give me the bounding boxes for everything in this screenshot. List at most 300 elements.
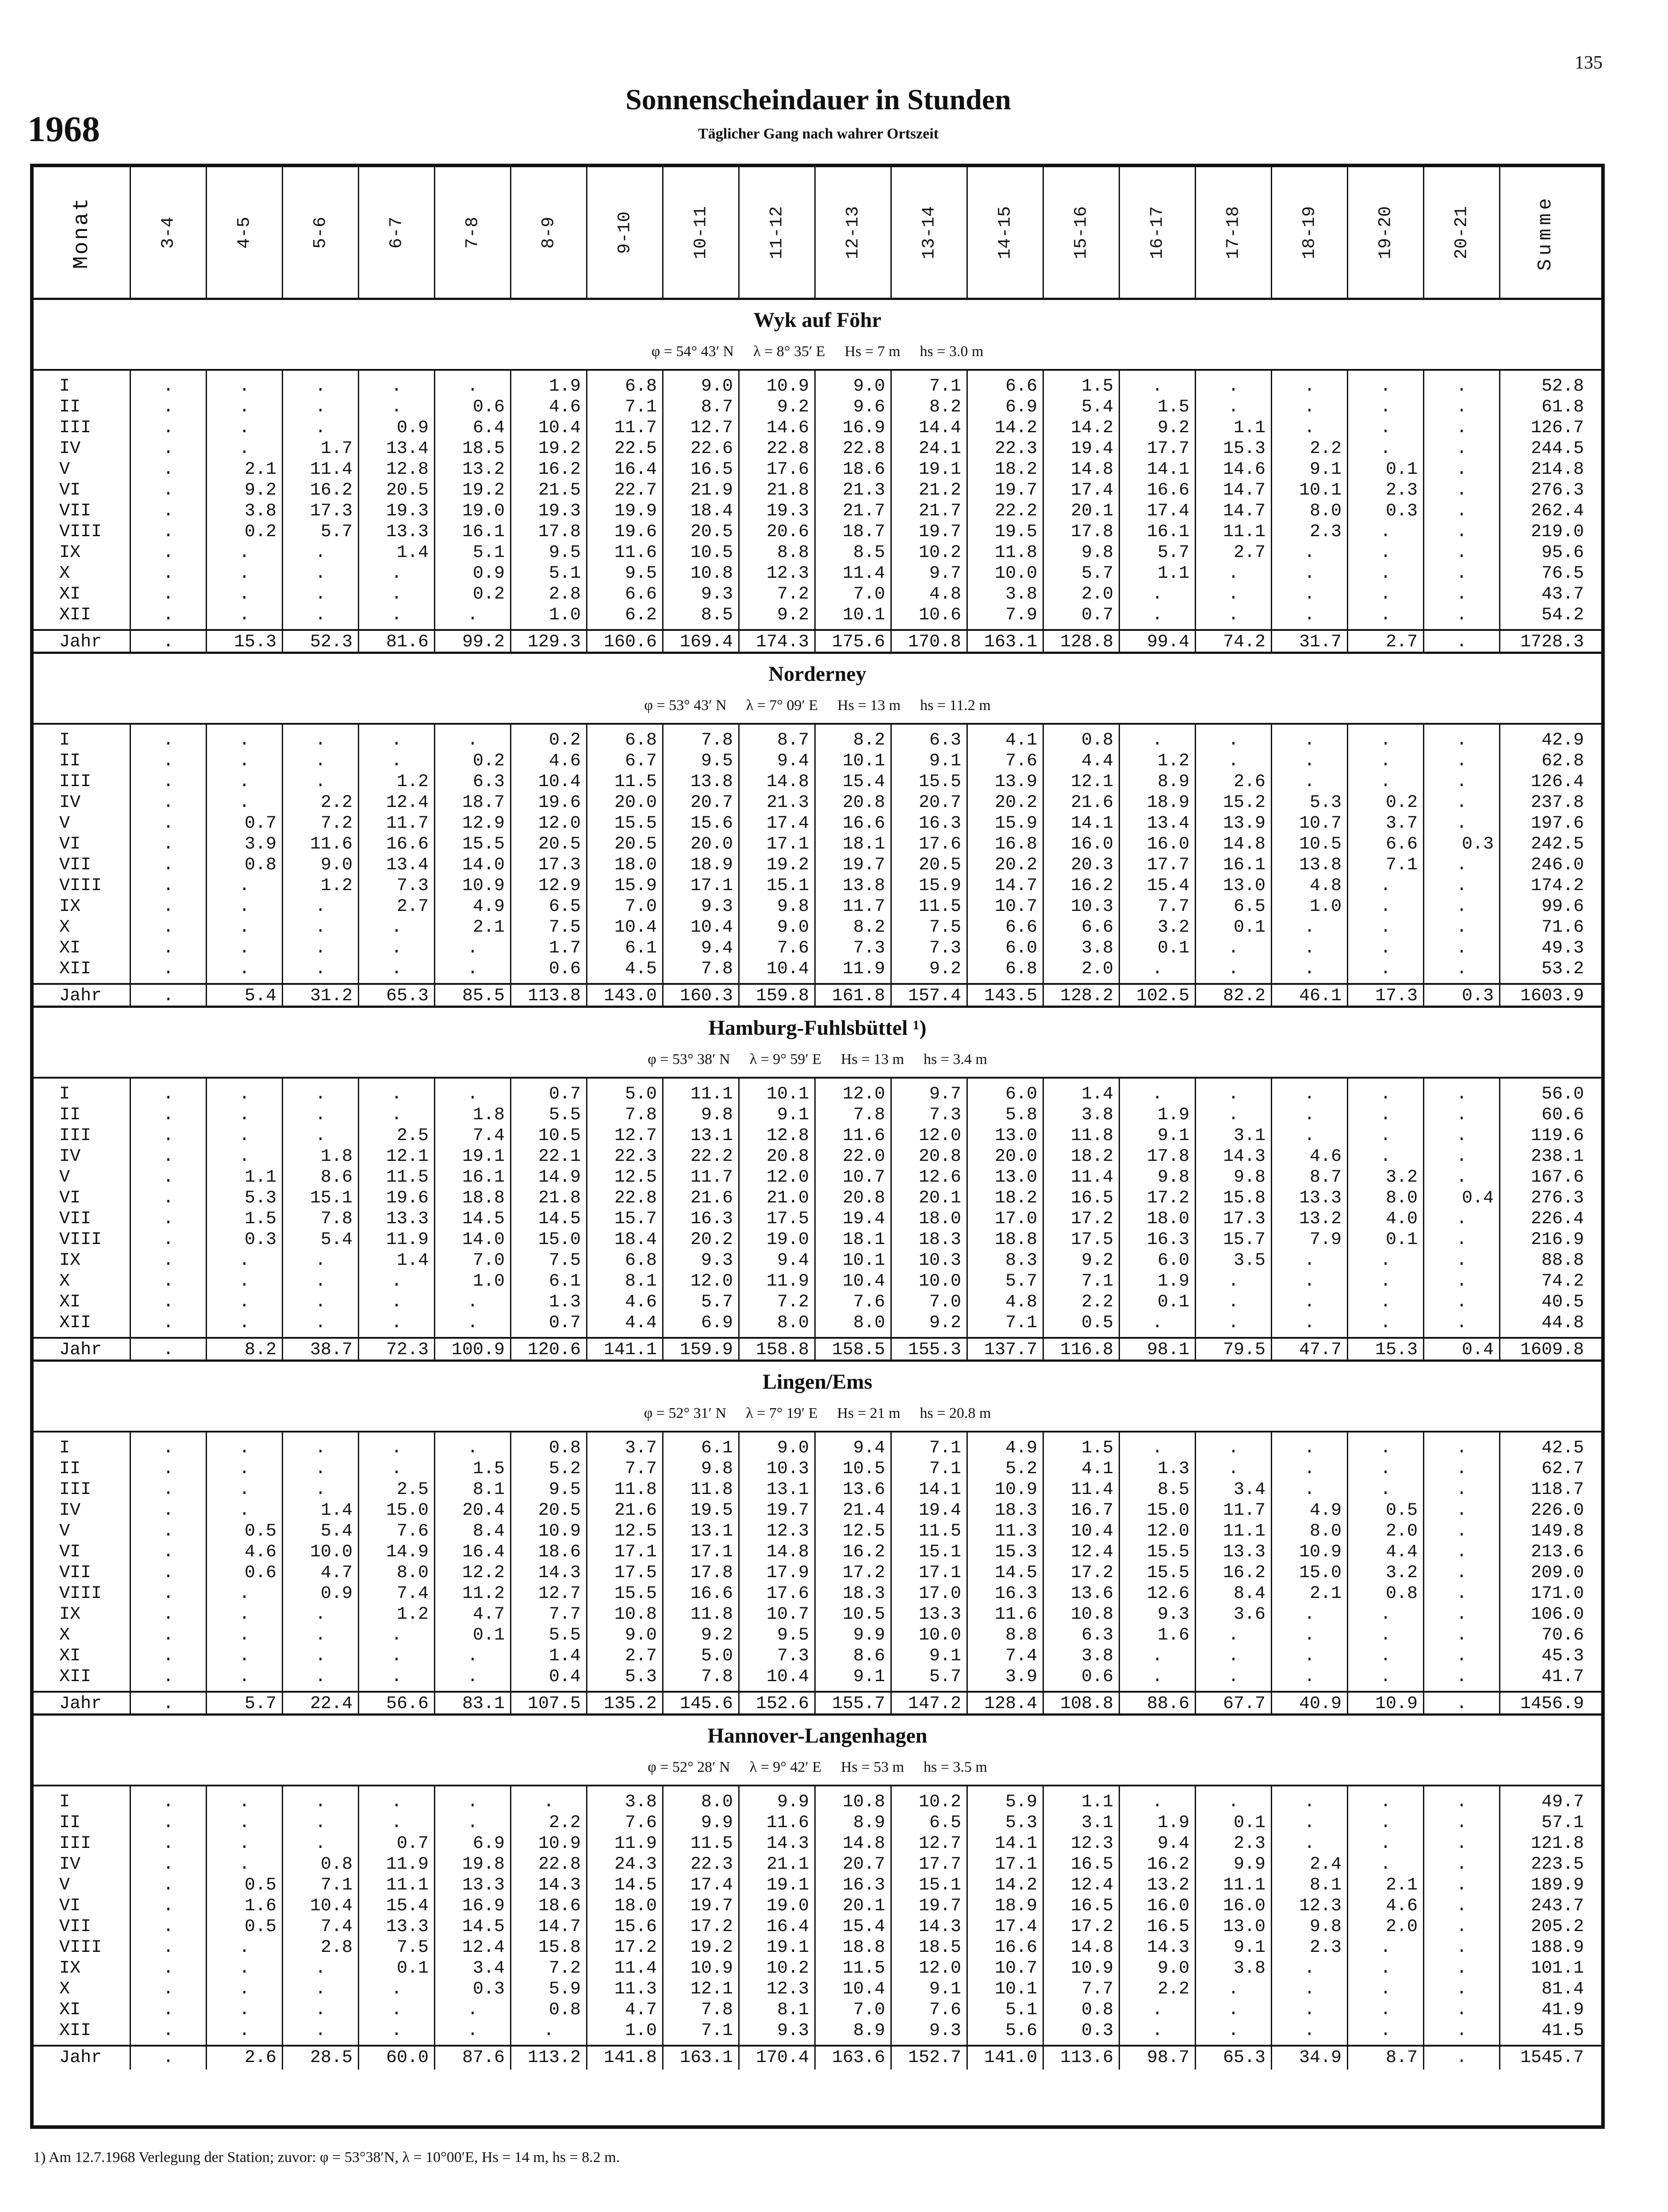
hour-cell: 22.0 [842, 1147, 885, 1167]
hour-cell: 11.7 [690, 1167, 733, 1187]
hour-cell: 7.9 [1005, 605, 1037, 625]
hour-cell: . [163, 564, 174, 584]
month-label: III [59, 772, 92, 792]
hour-cell: . [315, 2021, 326, 2041]
hour-cell: . [1456, 918, 1467, 937]
hour-cell: 9.3 [777, 2021, 809, 2041]
hour-cell: 11.7 [386, 814, 429, 833]
hour-cell: 12.3 [1299, 1896, 1342, 1916]
hour-cell: . [315, 2000, 326, 2020]
station-lambda: λ = 7° 09′ E [746, 697, 818, 714]
hour-cell: 22.1 [538, 1147, 581, 1167]
hour-cell: 19.0 [462, 501, 505, 521]
sum-cell: 216.9 [1530, 1230, 1584, 1250]
sum-cell: 43.7 [1541, 584, 1584, 604]
hour-cell: 10.9 [462, 876, 505, 896]
sum-cell: 56.0 [1541, 1084, 1584, 1104]
hour-cell: . [467, 1292, 478, 1312]
hour-cell: 7.8 [320, 1209, 353, 1229]
hour-cell: 3.9 [244, 834, 276, 854]
sum-cell: 276.3 [1530, 480, 1584, 500]
hour-cell: 7.8 [701, 959, 733, 979]
hour-cell: 6.1 [548, 1271, 581, 1291]
hour-cell: 98.1 [1147, 1340, 1189, 1360]
hour-cell: 28.5 [310, 2048, 353, 2068]
month-label: IX [59, 543, 81, 563]
hour-cell: 10.4 [538, 418, 581, 438]
hour-cell: 2.1 [472, 918, 505, 937]
hour-cell: 18.1 [842, 834, 885, 854]
hour-cell: . [1456, 1126, 1467, 1146]
hour-cell: . [1380, 418, 1391, 438]
hour-cell: 161.8 [832, 986, 885, 1006]
hour-cell: 8.0 [853, 1313, 885, 1333]
month-label: V [59, 460, 70, 480]
hour-cell: 21.5 [538, 480, 581, 500]
hour-cell: . [163, 1855, 174, 1874]
column-header-label: Monat [69, 196, 94, 269]
sum-cell: 49.7 [1541, 1792, 1584, 1812]
hour-cell: 160.6 [603, 632, 657, 652]
sum-cell: 95.6 [1541, 543, 1584, 563]
hour-cell: 2.7 [625, 1646, 657, 1666]
hour-cell: 0.4 [548, 1667, 581, 1687]
hour-cell: . [1304, 751, 1315, 771]
sum-cell: 41.9 [1541, 2000, 1584, 2020]
hour-cell: . [1456, 1959, 1467, 1978]
hour-cell: . [1456, 564, 1467, 584]
hour-cell: 13.2 [462, 460, 505, 480]
hour-cell: 18.8 [842, 1938, 885, 1958]
hour-cell: . [1152, 1646, 1163, 1666]
hour-cell: 20.1 [1070, 501, 1113, 521]
hour-cell: 19.3 [538, 501, 581, 521]
month-label: V [59, 814, 70, 833]
hour-cell: . [391, 1084, 402, 1104]
sum-cell: 174.2 [1530, 876, 1584, 896]
hour-cell: 20.5 [614, 834, 657, 854]
hour-cell: 15.1 [918, 1542, 961, 1562]
month-label: VII [59, 1917, 92, 1937]
hour-cell: 83.1 [462, 1694, 505, 1714]
table-row [34, 1625, 1601, 1646]
hour-cell: 7.2 [320, 814, 353, 833]
hour-cell: . [315, 897, 326, 917]
hour-cell: 11.1 [1223, 522, 1265, 542]
hour-cell: 7.7 [625, 1459, 657, 1479]
sum-cell: 76.5 [1541, 564, 1584, 584]
hour-cell: . [239, 1105, 250, 1125]
hour-cell: . [163, 584, 174, 604]
hour-cell: 21.6 [1070, 793, 1113, 813]
hour-cell: . [163, 897, 174, 917]
month-label: IX [59, 1251, 81, 1271]
hour-cell: . [467, 1646, 478, 1666]
hour-cell: 14.2 [1070, 418, 1113, 438]
hour-cell: . [1456, 1938, 1467, 1958]
hour-cell: 8.6 [853, 1646, 885, 1666]
hour-cell: . [163, 2000, 174, 2020]
hour-cell: 15.8 [538, 1938, 581, 1958]
hour-cell: 9.3 [929, 2021, 961, 2041]
table-row [34, 1667, 1601, 1687]
hour-cell: . [1456, 1646, 1467, 1666]
hour-cell: 10.5 [1299, 834, 1342, 854]
hour-cell: 9.3 [701, 1251, 733, 1271]
table-row [34, 1937, 1601, 1958]
hour-cell: . [1380, 1105, 1391, 1125]
hour-cell: 1.4 [396, 1251, 429, 1271]
column-header [1424, 167, 1500, 298]
hour-cell: 21.6 [614, 1501, 657, 1521]
month-label: XII [59, 605, 92, 625]
hour-cell: 60.0 [386, 2048, 429, 2068]
hour-cell: . [1228, 1625, 1239, 1645]
station-name: Hannover-Langenhagen [707, 1724, 928, 1747]
hour-cell: . [239, 1271, 250, 1291]
hour-cell: 1.4 [548, 1646, 581, 1666]
hour-cell: 5.2 [548, 1459, 581, 1479]
month-label: III [59, 1126, 92, 1146]
sum-cell: 209.0 [1530, 1563, 1584, 1583]
hour-cell: 14.4 [918, 418, 961, 438]
hour-cell: 8.1 [472, 1480, 505, 1500]
month-label: I [59, 1792, 70, 1812]
station-hs: Hs = 13 m [837, 697, 901, 714]
hour-cell: . [467, 959, 478, 979]
hour-cell: . [239, 1813, 250, 1833]
hour-cell: 14.5 [462, 1917, 505, 1937]
hour-cell: 65.3 [386, 986, 429, 1006]
hour-cell: . [1456, 1813, 1467, 1833]
hour-cell: 0.4 [1461, 1188, 1494, 1208]
hour-cell: . [467, 1813, 478, 1833]
hour-cell: . [239, 1251, 250, 1271]
hour-cell: 12.0 [1147, 1521, 1189, 1541]
table-row [34, 959, 1601, 979]
hour-cell: 1.0 [1309, 897, 1342, 917]
hour-cell: 0.7 [396, 1834, 429, 1854]
hour-cell: 18.3 [918, 1230, 961, 1250]
hour-cell: . [239, 418, 250, 438]
hour-cell: 1.4 [396, 543, 429, 563]
hour-cell: 155.3 [908, 1340, 961, 1360]
column-header [1348, 167, 1424, 298]
hour-cell: 8.2 [244, 1340, 276, 1360]
month-label: IX [59, 1605, 81, 1624]
hour-cell: . [239, 1084, 250, 1104]
hour-cell: 12.1 [690, 1979, 733, 1999]
hour-cell: 12.4 [1070, 1875, 1113, 1895]
hour-cell: 10.4 [766, 1667, 809, 1687]
hour-cell: . [1380, 1605, 1391, 1624]
table-row [34, 1646, 1601, 1667]
hour-cell: 10.4 [310, 1896, 353, 1916]
hour-cell: 13.2 [1299, 1209, 1342, 1229]
hour-cell: 17.4 [1070, 480, 1113, 500]
hour-cell: 1.5 [1081, 1438, 1113, 1458]
hour-cell: 8.4 [1233, 1584, 1265, 1604]
hour-cell: 9.3 [1157, 1605, 1189, 1624]
hour-cell: . [1228, 1459, 1239, 1479]
hour-cell: . [163, 1979, 174, 1999]
table-row [34, 542, 1601, 563]
hour-cell: . [467, 1792, 478, 1812]
sum-cell: 62.8 [1541, 751, 1584, 771]
hour-cell: 4.9 [1309, 1501, 1342, 1521]
hour-cell: 10.8 [614, 1605, 657, 1624]
hour-cell: 12.5 [614, 1167, 657, 1187]
hour-cell: 9.1 [1233, 1938, 1265, 1958]
table-row [34, 834, 1601, 855]
hour-cell: 15.7 [614, 1209, 657, 1229]
hour-cell: . [1304, 1438, 1315, 1458]
hour-cell: 5.5 [548, 1105, 581, 1125]
month-label: Jahr [59, 2048, 102, 2068]
hour-cell: . [1228, 730, 1239, 750]
hour-cell: 12.0 [918, 1959, 961, 1978]
hour-cell: 4.8 [1309, 876, 1342, 896]
hour-cell: 9.0 [701, 376, 733, 396]
table-row [34, 605, 1601, 626]
hour-cell: 8.0 [1385, 1188, 1418, 1208]
hour-cell: . [163, 1792, 174, 1812]
hour-cell: 47.7 [1299, 1340, 1342, 1360]
table-row [34, 1604, 1601, 1625]
hour-cell: 2.1 [1385, 1875, 1418, 1895]
station-name: Hamburg-Fuhlsbüttel ¹) [708, 1016, 927, 1040]
hour-cell: 22.8 [766, 439, 809, 459]
hour-cell: 14.1 [1070, 814, 1113, 833]
hour-cell: 16.2 [1223, 1563, 1265, 1583]
hour-cell: . [467, 1313, 478, 1333]
hour-cell: 6.0 [1005, 938, 1037, 958]
hour-cell: 19.8 [462, 1855, 505, 1874]
hour-cell: 9.5 [701, 751, 733, 771]
hour-cell: . [391, 1459, 402, 1479]
hour-cell: 17.9 [766, 1563, 809, 1583]
hour-cell: 1.1 [1233, 418, 1265, 438]
hour-cell: . [239, 1459, 250, 1479]
hour-cell: . [1380, 1480, 1391, 1500]
hour-cell: . [391, 751, 402, 771]
hour-cell: 18.9 [690, 855, 733, 875]
hour-cell: . [315, 1313, 326, 1333]
hour-cell: . [1228, 1792, 1239, 1812]
hour-cell: 12.2 [462, 1563, 505, 1583]
hour-cell: 99.4 [1147, 632, 1189, 652]
month-label: IV [59, 1855, 81, 1874]
hour-cell: 7.8 [853, 1105, 885, 1125]
hour-cell: 1.3 [1157, 1459, 1189, 1479]
hour-cell: 10.3 [1070, 897, 1113, 917]
hour-cell: . [163, 876, 174, 896]
hour-cell: . [467, 1667, 478, 1687]
hour-cell: 19.1 [766, 1938, 809, 1958]
hour-cell: 152.7 [908, 2048, 961, 2068]
hour-cell: . [1380, 1979, 1391, 1999]
hour-cell: 0.1 [1233, 918, 1265, 937]
hour-cell: . [315, 1667, 326, 1687]
hour-cell: 17.3 [1375, 986, 1418, 1006]
hour-cell: 13.0 [994, 1126, 1037, 1146]
hour-cell: 0.1 [472, 1625, 505, 1645]
year-total-row [34, 983, 1601, 1008]
hour-cell: 102.5 [1136, 986, 1189, 1006]
hour-cell: 141.1 [603, 1340, 657, 1360]
hour-cell: 7.0 [625, 897, 657, 917]
hour-cell: 18.5 [462, 439, 505, 459]
hour-cell: . [391, 959, 402, 979]
hour-cell: 38.7 [310, 1340, 353, 1360]
hour-cell: 22.4 [310, 1694, 353, 1714]
hour-cell: . [467, 1084, 478, 1104]
hour-cell: 6.2 [625, 605, 657, 625]
hour-cell: . [391, 397, 402, 417]
hour-cell: 5.7 [1081, 564, 1113, 584]
station-data [34, 1432, 1601, 1716]
hour-cell: 19.7 [994, 480, 1037, 500]
station-lambda: λ = 9° 42′ E [749, 1759, 822, 1775]
month-label: XI [59, 1292, 81, 1312]
hour-cell: 128.8 [1060, 632, 1113, 652]
hour-cell: . [163, 751, 174, 771]
hour-cell: 158.5 [832, 1340, 885, 1360]
hour-cell: 0.9 [472, 564, 505, 584]
hour-cell: . [1228, 938, 1239, 958]
table-row [34, 563, 1601, 584]
month-label: II [59, 751, 81, 771]
hour-cell: . [1456, 1209, 1467, 1229]
hour-cell: 137.7 [984, 1340, 1037, 1360]
hour-cell: 5.4 [244, 986, 276, 1006]
hour-cell: 7.4 [1005, 1646, 1037, 1666]
column-header [740, 167, 816, 298]
month-label: IV [59, 793, 81, 813]
hour-cell: 0.6 [244, 1563, 276, 1583]
hour-cell: 128.4 [984, 1694, 1037, 1714]
hour-cell: 15.4 [386, 1896, 429, 1916]
column-header [968, 167, 1044, 298]
hour-cell: . [1456, 751, 1467, 771]
hour-cell: 8.2 [929, 397, 961, 417]
hour-cell: 12.6 [918, 1167, 961, 1187]
hour-cell: . [163, 1917, 174, 1937]
hour-cell: 19.7 [918, 1896, 961, 1916]
hour-cell: 0.3 [472, 1979, 505, 1999]
month-label: VIII [59, 1938, 102, 1958]
hour-cell: 9.0 [777, 918, 809, 937]
hour-cell: . [1380, 584, 1391, 604]
sum-cell: 126.7 [1530, 418, 1584, 438]
hour-cell: 147.2 [908, 1694, 961, 1714]
station-header [34, 1362, 1601, 1432]
hour-cell: 13.9 [1223, 814, 1265, 833]
hour-cell: 10.0 [918, 1625, 961, 1645]
table-row [34, 459, 1601, 480]
hour-cell: 21.6 [690, 1188, 733, 1208]
hour-cell: . [1380, 605, 1391, 625]
hour-cell: 16.1 [1223, 855, 1265, 875]
hour-cell: 13.4 [1147, 814, 1189, 833]
hour-cell: 2.6 [1233, 772, 1265, 792]
hour-cell: . [239, 897, 250, 917]
hour-cell: . [1380, 2000, 1391, 2020]
month-label: II [59, 1813, 81, 1833]
hour-cell: 2.4 [1309, 1855, 1342, 1874]
hour-cell: 7.1 [1081, 1271, 1113, 1291]
month-label: I [59, 1438, 70, 1458]
hour-cell: . [163, 1694, 174, 1714]
hour-cell: . [1456, 418, 1467, 438]
hour-cell: 0.3 [1081, 2021, 1113, 2041]
hour-cell: 22.3 [614, 1147, 657, 1167]
hour-cell: . [1152, 1313, 1163, 1333]
hour-cell: 11.8 [614, 1480, 657, 1500]
year-total-row [34, 2045, 1601, 2070]
hour-cell: 20.2 [994, 793, 1037, 813]
hour-cell: 10.1 [842, 751, 885, 771]
hour-cell: 10.2 [918, 1792, 961, 1812]
hour-cell: 0.8 [548, 1438, 581, 1458]
hour-cell: . [239, 1938, 250, 1958]
hour-cell: 20.8 [842, 1188, 885, 1208]
hour-cell: 14.3 [538, 1563, 581, 1583]
station-name: Lingen/Ems [762, 1370, 873, 1394]
hour-cell: 17.0 [994, 1209, 1037, 1229]
hour-cell: 14.7 [994, 876, 1037, 896]
hour-cell: 98.7 [1147, 2048, 1189, 2068]
hour-cell: . [391, 730, 402, 750]
station-header [34, 1716, 1601, 1786]
hour-cell: 1.0 [472, 1271, 505, 1291]
column-header-label: 7-8 [463, 216, 483, 249]
hour-cell: 7.4 [472, 1126, 505, 1146]
hour-cell: . [1380, 1438, 1391, 1458]
hour-cell: . [239, 772, 250, 792]
hour-cell: 12.0 [918, 1126, 961, 1146]
hour-cell: . [1380, 1292, 1391, 1312]
sunshine-table [30, 164, 1605, 2129]
column-header [131, 167, 207, 298]
column-header-label: 17-18 [1223, 206, 1243, 259]
station-coordinates [34, 697, 1601, 714]
hour-cell: 13.9 [994, 772, 1037, 792]
hour-cell: . [163, 730, 174, 750]
table-row [34, 876, 1601, 896]
table-row [34, 2000, 1601, 2020]
hour-cell: 5.1 [472, 543, 505, 563]
column-header-label: 9-10 [615, 211, 635, 254]
hour-cell: 116.8 [1060, 1340, 1113, 1360]
hour-cell: 7.7 [1081, 1979, 1113, 1999]
hour-cell: 9.8 [1233, 1167, 1265, 1187]
hour-cell: 16.6 [842, 814, 885, 833]
station-name: Wyk auf Föhr [753, 308, 882, 332]
hour-cell: 9.4 [1157, 1834, 1189, 1854]
hour-cell: . [1456, 480, 1467, 500]
month-label: X [59, 918, 70, 937]
hour-cell: 20.2 [994, 855, 1037, 875]
table-row [34, 1188, 1601, 1209]
hour-cell: . [239, 439, 250, 459]
sum-cell: 49.3 [1541, 938, 1584, 958]
hour-cell: 19.6 [614, 522, 657, 542]
table-row [34, 1167, 1601, 1188]
hour-cell: 18.6 [842, 460, 885, 480]
hour-cell: 11.9 [842, 959, 885, 979]
hour-cell: 7.6 [396, 1521, 429, 1541]
